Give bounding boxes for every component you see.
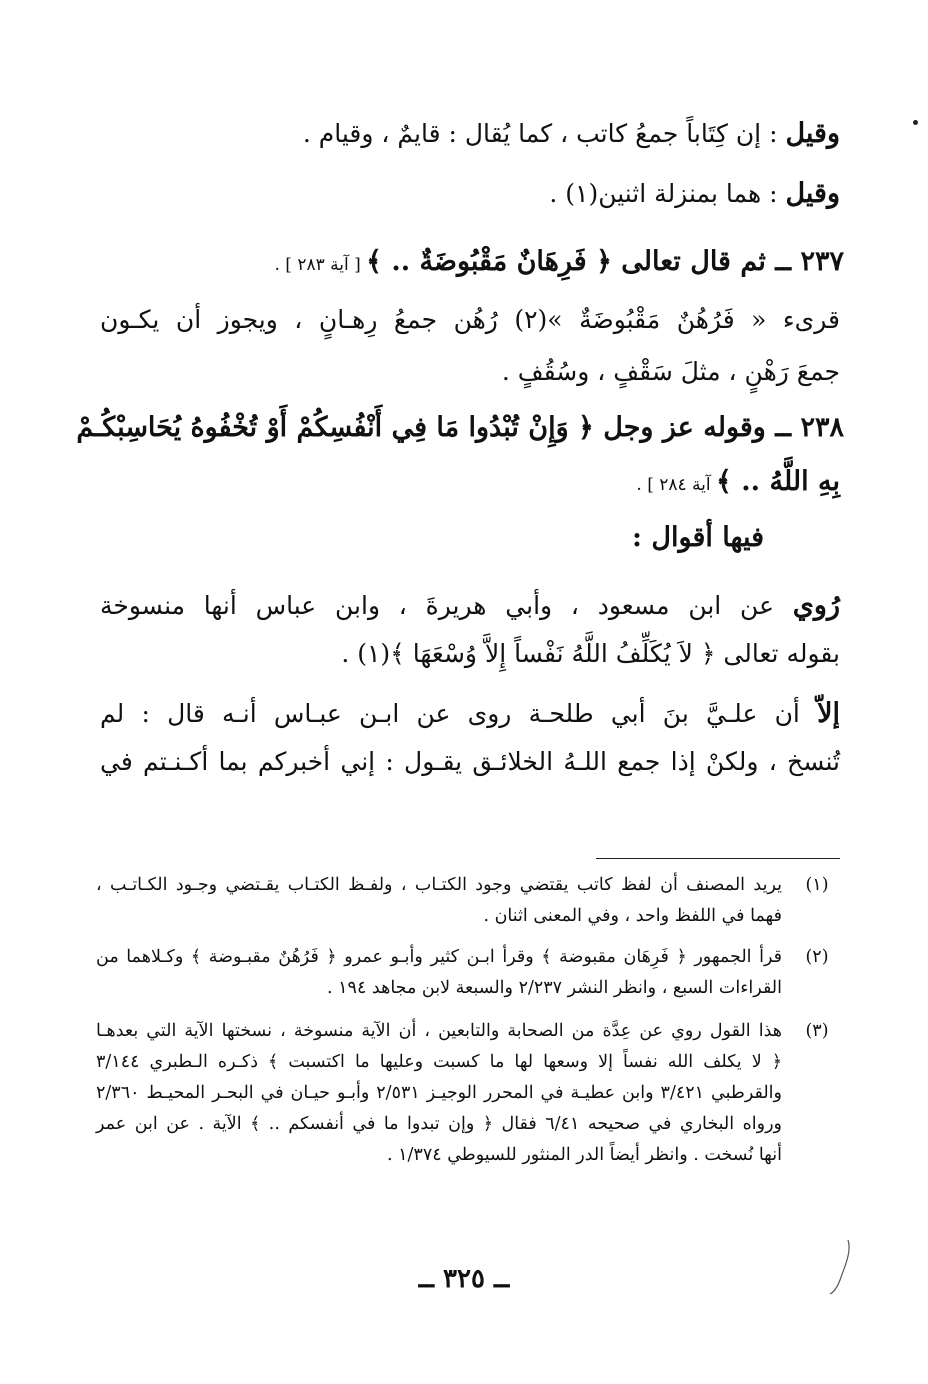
lead-word: وقيل	[785, 178, 840, 209]
entry-title: وقوله عز وجل	[593, 412, 776, 443]
lead-word: إلاّ	[817, 698, 840, 729]
entry-number: ٢٣٨ ــ	[775, 412, 844, 443]
footnote-number: (١)	[805, 875, 829, 895]
line-text: أن علـيَّ بنَ أبي طلحـة روى عن ابـن عبـاس أنـه قال : لم	[100, 699, 818, 728]
verse-reference: [ آية ٢٨٣ ] .	[274, 255, 367, 275]
subheading: فيها أقوال :	[632, 522, 764, 553]
footnote-rule	[596, 858, 840, 859]
entry-237-body-line-2: جمعَ رَهْنٍ ، مثلَ سَقْفٍ ، وسُقُفٍ .	[501, 357, 840, 386]
para-1-line-1	[100, 588, 840, 624]
footnote-1	[96, 870, 840, 932]
footnote-number: (٣)	[805, 1021, 829, 1041]
footnote-line: القراءات السبع ، وانظر النشر ٢/٢٣٧ والسبعة لابن مجاهد ١٩٤ .	[327, 978, 782, 998]
entry-238-heading-cont	[636, 462, 840, 505]
footnote-line: ورواه البخاري في صحيحه ٦/٤١ فقال ﴿ وإن تبدوا ما في أنفسكم .. ﴾ الآية . عن ابن عمر	[96, 1114, 782, 1134]
lead-word: وقيل	[785, 118, 840, 149]
footnote-line: ﴿ لا يكلف الله نفساً إلا وسعها لها ما كسبت وعليها ما اكتسبت ﴾ ذكـره الـطبري ٣/١٤٤	[96, 1052, 782, 1072]
para-2-line-1	[100, 696, 840, 732]
line-text: عن ابن مسعود ، وأبي هريرةَ ، وابن عباس أنها منسوخة	[100, 591, 793, 620]
footnote-line: يريد المصنف أن لفظ كاتب يقتضي وجود الكتـاب ، ولفـظ الكتـاب يقـتضي وجـود الكـاتـب ،	[96, 875, 782, 895]
margin-dot	[913, 120, 918, 125]
quran-verse: ﴿ وَإِنْ تُبْدُوا مَا فِي أَنْفُسِكُمْ أَوْ تُخْفُوهُ يُحَاسِبْكُـمْ	[76, 412, 594, 443]
entry-237-body-line-1: قرىء « فَرُهُنٌ مَقْبُوضَةٌ »(٢) رُهُن جمعُ رِهـانٍ ، ويجوز أن يكـون	[100, 305, 840, 334]
entry-number: ٢٣٧ ــ	[775, 246, 844, 277]
footnote-line: قرأ الجمهور ﴿ فَرِهَان مقبوضة ﴾ وقرأ ابـن كثير وأبـو عمرو ﴿ فَرُهُنٌ مقبـوضة ﴾ وكـلاهما من	[96, 947, 782, 967]
footnote-line: هذا القول روي عن عِدَّة من الصحابة والتابعين ، أن الآية منسوخة ، نسختها الآية التي بعدهـا	[96, 1021, 782, 1041]
entry-237-heading	[274, 242, 844, 285]
para-1-line-2: بقوله تعالى ﴿ لاَ يُكَلِّفُ اللَّهُ نَفْساً إِلاَّ وُسْعَهَا ﴾(١) .	[341, 639, 840, 668]
footnote-line: والقرطبي ٣/٤٢١ وابن عطيـة في المحرر الوجيـز ٢/٥٣١ وأبـو حيـان في البحـر المحيـط ٢/٣٦٠	[96, 1083, 782, 1103]
verse-reference: آية ٢٨٤ ] .	[636, 475, 717, 495]
body-line-1	[303, 116, 840, 152]
body-line-2	[549, 176, 840, 212]
line-text: : إن كِتَاباً جمعُ كاتب ، كما يُقال : قايمٌ ، وقيام .	[302, 119, 786, 148]
line-text: : هما بمنزلة اثنين(١) .	[549, 179, 786, 208]
quran-verse: بِهِ اللَّهُ .. ﴾	[716, 466, 840, 497]
footnote-2	[96, 942, 840, 1004]
margin-pencil-mark	[826, 1238, 856, 1298]
footnote-line: فهما في اللفظ واحد ، وفي المعنى اثنان .	[483, 906, 782, 926]
entry-238-heading	[76, 408, 844, 448]
quran-verse: ﴿ فَرِهَانٌ مَقْبُوضَةٌ .. ﴾	[366, 246, 612, 277]
para-2-line-2: تُنسخ ، ولكنْ إذا جمع اللـهُ الخلائـق يقـول : إني أخبركم بما أكـنـتم في	[100, 747, 840, 776]
footnote-3	[96, 1016, 840, 1171]
entry-title: ثم قال تعالى	[611, 246, 776, 277]
footnote-line: أنها نُسخت . وانظر أيضاً الدر المنثور للسيوطي ١/٣٧٤ .	[386, 1145, 782, 1165]
lead-word: رُوي	[792, 590, 840, 621]
footnote-number: (٢)	[805, 947, 829, 967]
page-number: ــ ٣٢٥ ــ	[418, 1264, 510, 1294]
